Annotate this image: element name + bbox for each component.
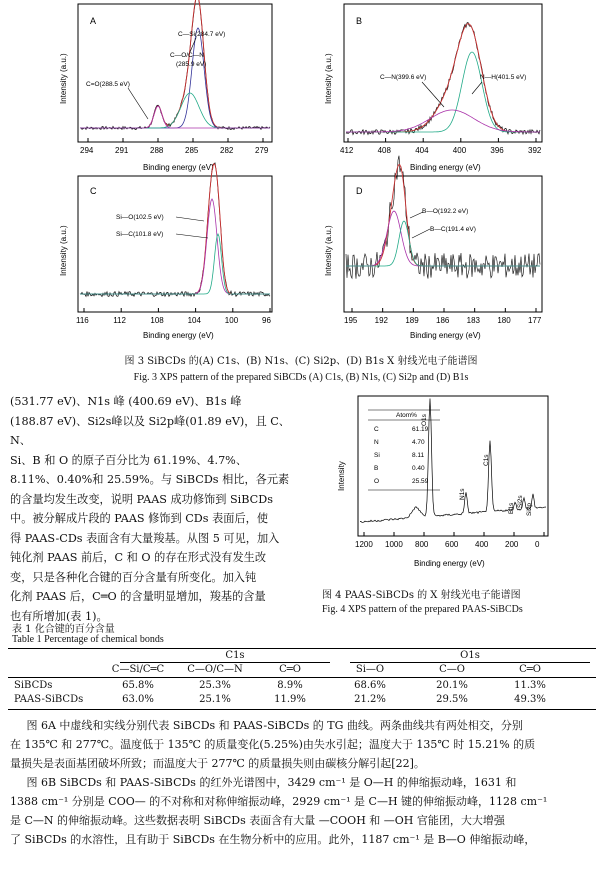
tick-label: 192 [374, 316, 389, 325]
text-line: 1388 cm⁻¹ 分别是 COO— 的不对称和对称伸缩振动峰，2929 cm⁻¹ 是 C—H 键的伸缩振动峰，1128 cm⁻¹ [10, 795, 548, 808]
table-cell: 63.0% [122, 694, 154, 705]
column-header: Si—O [355, 664, 385, 675]
column-header: C═O [279, 664, 301, 675]
peak-label: B1s [508, 502, 515, 514]
x-axis-label: Binding energy (eV) [414, 559, 485, 568]
text-line: (531.77 eV)、N1s 峰 (400.69 eV)、B1s 峰 [10, 395, 242, 408]
panel-letter: C [90, 186, 97, 196]
element-label: O [374, 478, 380, 485]
bottom-paragraph [10, 716, 598, 849]
text-line: 在 135℃ 和 277℃。温度低于 135℃ 的质量变化(5.25%)由失水引起；温度大于 135℃ 时 15.21% 的质 [10, 738, 536, 751]
tick-label: 1200 [355, 540, 373, 549]
annotation: C—O/C—N [170, 52, 204, 59]
text-line: 量损失是表面基团破坏所致；而温度大于 277℃ 的质量损失则由碳核分解引起[22]。 [10, 757, 425, 770]
table-cell: 21.2% [354, 694, 386, 705]
tick-label: 189 [405, 316, 419, 325]
text-line: 化剂 PAAS 后，C═O 的含量明显增加，羧基的含量 [10, 590, 266, 603]
table-cell: 25.3% [199, 680, 231, 691]
tick-label: 285 [185, 146, 199, 155]
text-line: 钝化剂 PAAS 前后，C 和 O 的存在形式没有发生改 [10, 551, 267, 564]
tick-label: 412 [340, 146, 354, 155]
panel-letter: A [90, 16, 97, 26]
table-cell: 11.3% [514, 680, 546, 691]
text-line: 8.11%、0.40%和 25.59%。与 SiBCDs 相比，各元素 [10, 473, 290, 486]
row-label: PAAS-SiBCDs [14, 694, 84, 705]
tick-label: 400 [475, 540, 489, 549]
atom-percent-value: 0.40 [412, 465, 425, 472]
tick-label: 116 [76, 316, 89, 325]
peak-label: Si2s [517, 495, 524, 508]
table1-title-en: Table 1 Percentage of chemical bonds [12, 634, 164, 645]
tick-label: 183 [466, 316, 481, 325]
left-paragraph [10, 392, 310, 626]
tick-label: 180 [497, 316, 511, 325]
tick-label: 96 [262, 316, 271, 325]
table-cell: 8.9% [277, 680, 303, 691]
column-header: C—O [439, 664, 465, 675]
table-cell: 20.1% [436, 680, 468, 691]
tick-label: 396 [490, 146, 504, 155]
tick-label: 100 [224, 316, 239, 325]
tick-label: 291 [115, 146, 129, 155]
tick-label: 0 [535, 540, 540, 549]
peak-label: O1s [421, 414, 428, 426]
fig3-caption-cn: 图 3 SiBCDs 的(A) C1s、(B) N1s、(C) Si2p、(D) B1s X 射线光电子能谱图 [124, 356, 478, 367]
element-label: B [374, 465, 379, 472]
tick-label: 279 [255, 146, 269, 155]
xps-survey-figure [330, 396, 560, 576]
table-cell: 25.1% [199, 694, 231, 705]
atom-percent-value: 25.59 [412, 478, 429, 485]
table-cell: 68.6% [354, 680, 386, 691]
row-label: SiBCDs [14, 680, 53, 691]
annotation: C=O(288.5 eV) [86, 81, 130, 88]
text-line: 了 SiBCDs 的水溶性，且有助于 SiBCDs 在生物分析中的应用。此外，1187 cm⁻¹ 是 B—O 伸缩振动峰， [10, 833, 536, 846]
tick-label: 288 [150, 146, 164, 155]
peak-label: C1s [483, 454, 490, 466]
tick-label: 800 [415, 540, 429, 549]
annotation: C—N(399.6 eV) [380, 74, 427, 81]
table-cell: 65.8% [122, 680, 154, 691]
tick-label: 404 [415, 146, 429, 155]
text-line: 得 PAAS-CDs 表面含有大量羧基。从图 5 可见，加入 [10, 531, 280, 545]
atom-percent-value: 4.70 [412, 439, 425, 446]
fig4-caption-en: Fig. 4 XPS pattern of the prepared PAAS-SiBCDs [322, 604, 523, 615]
tick-label: 600 [445, 540, 459, 549]
tick-label: 282 [220, 146, 234, 155]
group-header: C1s [225, 650, 245, 661]
table-cell: 29.5% [436, 694, 468, 705]
text-line: 图 6A 中虚线和实线分别代表 SiBCDs 和 PAAS-SiBCDs 的 TG 曲线。两条曲线共有两处相交，分别 [26, 719, 523, 732]
tick-label: 177 [528, 316, 542, 325]
column-header: C—O/C—N [187, 664, 243, 675]
x-axis-label: Binding energy (eV) [143, 331, 214, 340]
xps-panel-c [58, 176, 278, 344]
column-header: C═O [519, 664, 541, 675]
text-line: 的含量均发生改变，说明 PAAS 成功修饰到 SiBCDs [10, 492, 273, 506]
annotation: B—C(191.4 eV) [430, 226, 476, 233]
table1-title-cn: 表 1 化合键的百分含量 [12, 624, 115, 635]
tick-label: 1000 [385, 540, 403, 549]
table-header: Atom% [396, 412, 417, 419]
tick-label: 186 [436, 316, 450, 325]
xps-panel-d [322, 176, 552, 344]
panel-letter: B [356, 16, 363, 26]
text-line: (188.87 eV)、Si2s峰以及 Si2p峰(01.89 eV)，且 C、N、 [10, 414, 290, 447]
text-line: 也有所增加(表 1)。 [10, 609, 108, 623]
y-axis-label: Intensity (a.u.) [59, 225, 68, 276]
tick-label: 104 [187, 316, 201, 325]
text-line: 变，只是各种化合键的百分含量有所变化。加入钝 [10, 570, 257, 584]
x-axis-label: Binding energy (eV) [410, 331, 481, 340]
column-header: C—Si/C═C [111, 664, 165, 675]
element-label: C [374, 426, 379, 433]
peak-label: N1s [459, 488, 466, 500]
panel-letter: D [356, 186, 363, 196]
tick-label: 200 [505, 540, 519, 549]
tick-label: 392 [528, 146, 542, 155]
annotation: N—H(401.5 eV) [480, 74, 527, 81]
group-header: O1s [460, 650, 480, 661]
annotation: Si—C(101.8 eV) [116, 231, 164, 238]
annotation: Si—O(102.5 eV) [116, 214, 164, 221]
tick-label: 294 [80, 146, 94, 155]
table-cell: 11.9% [274, 694, 306, 705]
tick-label: 108 [150, 316, 164, 325]
annotation: C—Si(284.7 eV) [178, 31, 226, 38]
tick-label: 408 [377, 146, 391, 155]
annotation: B—O(192.2 eV) [422, 208, 469, 215]
table-cell: 49.3% [514, 694, 546, 705]
y-axis-label: Intensity [337, 461, 346, 491]
fig3-caption-en: Fig. 3 XPS pattern of the prepared SiBCDs (A) C1s, (B) N1s, (C) Si2p and (D) B1s [133, 372, 469, 383]
y-axis-label: Intensity (a.u.) [324, 53, 333, 104]
xps-panel-b [322, 4, 552, 174]
atom-percent-value: 61.19 [412, 426, 429, 433]
tick-label: 112 [113, 316, 126, 325]
element-label: N [374, 439, 379, 446]
x-axis-label: Binding energy (eV) [410, 163, 481, 172]
y-axis-label: Intensity (a.u.) [59, 53, 68, 104]
chemical-bonds-table [0, 648, 602, 710]
x-axis-label: Binding energy (eV) [143, 163, 214, 172]
peak-label: Si2p [526, 502, 533, 516]
atom-percent-value: 8.11 [412, 452, 425, 459]
tick-label: 195 [344, 316, 358, 325]
element-label: Si [374, 452, 380, 459]
y-axis-label: Intensity (a.u.) [324, 225, 333, 276]
text-line: Si、B 和 O 的原子百分比为 61.19%、4.7%、 [10, 453, 248, 467]
text-line: 中。被分解成片段的 PAAS 修饰到 CDs 表面后，使 [10, 512, 269, 525]
annotation: (285.9 eV) [176, 61, 207, 68]
text-line: 图 6B SiBCDs 和 PAAS-SiBCDs 的红外光谱图中，3429 cm⁻¹ 是 O—H 的伸缩振动峰，1631 和 [26, 776, 517, 789]
fig4-caption-cn: 图 4 PAAS-SiBCDs 的 X 射线光电子能谱图 [322, 590, 521, 601]
tick-label: 400 [452, 146, 467, 155]
text-line: 是 C—N 的伸缩振动峰。这些数据表明 SiBCDs 表面含有大量 —COOH 和 —OH 官能团，大大增强 [10, 814, 505, 827]
xps-panel-a [58, 4, 278, 174]
